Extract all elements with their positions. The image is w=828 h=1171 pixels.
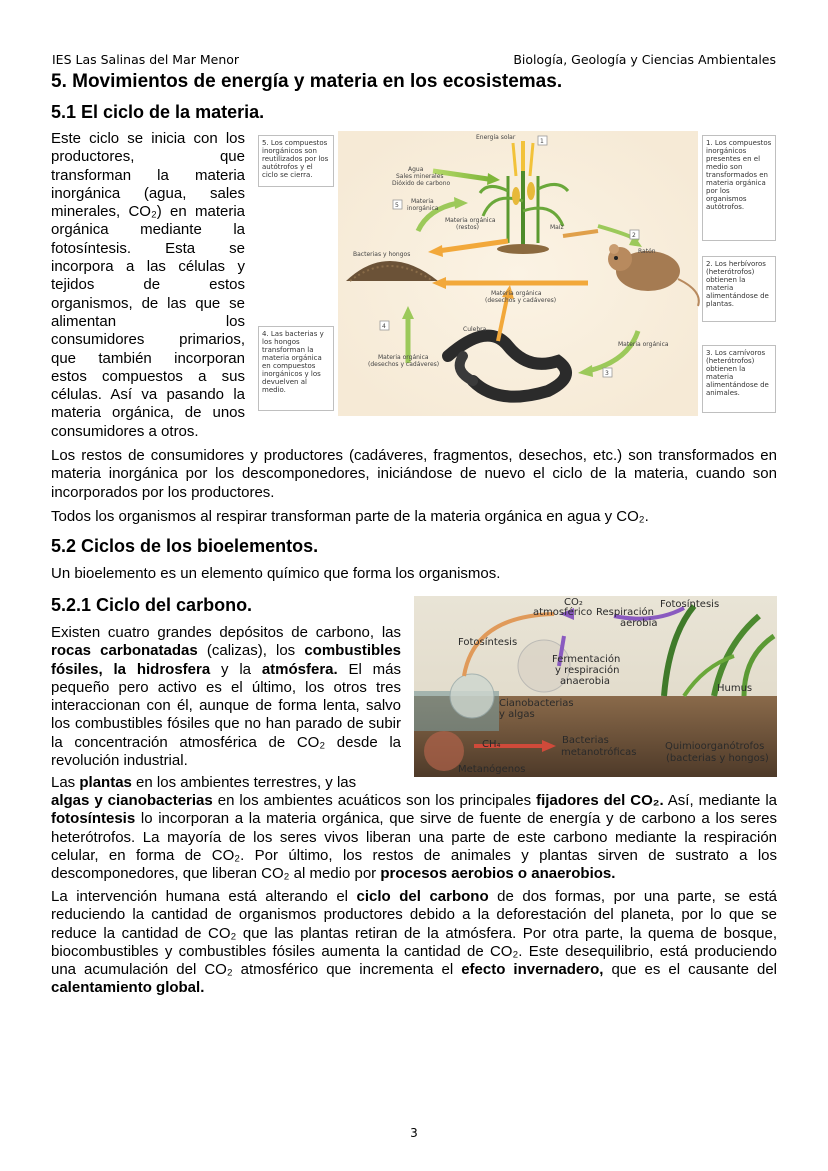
intro-line: estos compuestos a sus: [51, 367, 245, 385]
step-number-2: 2: [632, 232, 636, 239]
section-51-intro: [51, 130, 245, 441]
carbon-p2-text-5: lo incorporan a la materia orgánica, que sirve de fuente de energía y de carbono a los seres heterótrofos. La mayoría de los seres vivos liberan una parte de este carbono mediante la respiración celular, en forma de CO₂. Por último, los restos de animales y plantas sirven de sustrato a los descomponedores, que liberan CO₂ al medio por: [51, 810, 777, 883]
intro-line: Este ciclo se inicia con los: [51, 130, 245, 147]
carbon-p2-text-3: en los ambientes acuáticos son los principales: [212, 792, 537, 809]
carbon-p2-bold-5: procesos aerobios o anaerobios.: [380, 865, 616, 883]
carbon-p2-bold-4: fotosíntesis: [51, 810, 136, 828]
carbon-p1-text-3: y la: [210, 660, 262, 678]
label-bacterias-hongos: Bacterias y hongos: [353, 251, 411, 258]
carbon-p1-text-2: (calizas), los: [197, 642, 305, 660]
label-desechos-1: Materia orgánica: [491, 290, 542, 297]
label-sales: Sales minerales: [396, 173, 444, 180]
carbon-label-ch4: CH₄: [482, 739, 501, 750]
carbon-label-bacterias: Bacterias: [562, 735, 609, 746]
carbon-para1: [51, 624, 401, 770]
carbon-label-y-algas: y algas: [499, 709, 535, 720]
carbon-label-cianobacterias: Cianobacterias: [499, 698, 574, 709]
caption-box-3: 3. Los carnívoros (heterótrofos) obtienen la materia alimentándose de animales.: [702, 345, 776, 413]
step-number-3: 3: [605, 370, 609, 377]
carbon-label-quimioorganotrofos: Quimioorganótrofos: [665, 741, 765, 752]
intro-line: inorgánica (agua, sales: [51, 184, 245, 202]
caption-box-4: 4. Las bacterias y los hongos transforman la materia orgánica en compuestos inorgánicos y los devuelven al medio.: [258, 326, 334, 411]
caption-box-5: 5. Los compuestos inorgánicos son reutilizados por los autótrofos y el ciclo se cierra.: [258, 135, 334, 187]
carbon-p2-bold-1: plantas: [79, 774, 132, 791]
intro-line: incorpora a las células y: [51, 258, 245, 276]
carbon-p1-bold-2: combustibles fósiles, la hidrosfera: [51, 642, 402, 678]
intro-line: organismos, de las que se: [51, 294, 245, 312]
label-dioxido: Dióxido de carbono: [392, 180, 451, 187]
page-number: 3: [410, 1126, 418, 1140]
label-mo-restos-2: (restos): [456, 224, 479, 231]
carbon-p1-bold-1: rocas carbonatadas: [51, 642, 198, 660]
step-number-1: 1: [540, 138, 544, 145]
section-51-para3: Todos los organismos al respirar transforman parte de la materia orgánica en agua y CO₂.: [51, 508, 649, 525]
carbon-para3: [51, 888, 777, 998]
intro-line: orgánica mediante la: [51, 221, 245, 239]
caption-box-2: 2. Los herbívoros (heterótrofos) obtienen la materia alimentándose de plantas.: [702, 256, 776, 322]
carbon-p2-bold-3: fijadores del CO₂.: [536, 792, 664, 809]
carbon-label-metanogenos: Metanógenos: [458, 764, 526, 775]
intro-line: transforman la materia: [51, 166, 245, 184]
caption-box-1: 1. Los compuestos inorgánicos presentes en el medio son transformados en materia orgánica por los organismos autótrofos.: [702, 135, 776, 241]
intro-line: fotosíntesis. Esta se: [51, 239, 245, 257]
label-maiz: Maíz: [550, 224, 564, 231]
label-raton: Ratón: [638, 248, 656, 255]
step-number-4: 4: [382, 323, 386, 330]
cyanobacteria-bubble: [450, 674, 494, 718]
carbon-p2-text-1: Las: [51, 774, 80, 791]
carbon-label-metanotroficas: metanotróficas: [561, 747, 637, 758]
intro-line: células. Así va pasando la: [51, 386, 245, 404]
carbon-p3-bold-2: efecto invernadero,: [461, 961, 604, 979]
carbon-p2-text-2: en los ambientes terrestres, y las: [131, 774, 357, 791]
carbon-p3-bold-1: ciclo del carbono: [356, 888, 489, 905]
header-left: IES Las Salinas del Mar Menor: [52, 52, 240, 67]
label-desechos2-2: (desechos y cadáveres): [368, 361, 440, 368]
header-right: Biología, Geología y Ciencias Ambientales: [513, 52, 776, 67]
label-desechos2-1: Materia orgánica: [378, 354, 429, 361]
carbon-label-atmosferico: atmosférico: [533, 607, 593, 618]
carbon-p1-text-1: Existen cuatro grandes depósitos de carbono, las: [51, 624, 401, 641]
intro-line: tejidos de estos: [51, 276, 245, 294]
carbon-label-respiracion: Respiración: [596, 607, 654, 618]
matter-cycle-figure: [258, 131, 778, 416]
label-materia-organica: Materia orgánica: [618, 341, 669, 348]
carbon-label-y-respiracion: y respiración: [555, 665, 620, 676]
carbon-para2-start: [51, 774, 401, 792]
carbon-p3-text-1: La intervención humana está alterando el: [51, 888, 357, 905]
carbon-cycle-figure: [414, 596, 777, 777]
label-agua: Agua: [408, 166, 424, 173]
carbon-p3-bold-3: calentamiento global.: [51, 979, 205, 997]
label-materia-inorganica-1: Materia: [411, 198, 434, 205]
carbon-para2: [51, 792, 777, 883]
intro-line: minerales, CO₂) en materia: [51, 203, 245, 221]
section-51-para2: Los restos de consumidores y productores (cadáveres, fragmentos, desechos, etc.) son transformados en materia inorgánica por los descomponedores, iniciándose de nuevo el ciclo de la materia, cuando son incorporados por los productores.: [51, 447, 777, 501]
carbon-label-fotosintesis-top: Fotosíntesis: [660, 599, 720, 610]
section-51-title: 5.1 El ciclo de la materia.: [51, 102, 265, 122]
section-52-text: Un bioelemento es un elemento químico que forma los organismos.: [51, 565, 501, 582]
intro-line: que también incorporan: [51, 349, 245, 367]
intro-line: consumidores a otros.: [51, 422, 199, 440]
label-materia-inorganica-2: inorgánica: [407, 205, 439, 212]
carbon-p2-bold-2: algas y cianobacterias: [51, 792, 213, 809]
carbon-label-humus: Humus: [717, 683, 753, 694]
section-5-title: 5. Movimientos de energía y materia en los ecosistemas.: [51, 71, 563, 92]
intro-line: alimentan los: [51, 312, 245, 330]
carbon-label-fermentacion: Fermentación: [552, 654, 621, 665]
carbon-p2-text-4: Así, mediante la: [663, 792, 777, 809]
label-mo-restos-1: Materia orgánica: [445, 217, 496, 224]
intro-line: materia orgánica, de unos: [51, 404, 245, 422]
carbon-label-bacterias-hongos: (bacterias y hongos): [666, 753, 769, 764]
label-culebra: Culebra: [463, 326, 487, 333]
section-521-title: 5.2.1 Ciclo del carbono.: [51, 595, 253, 615]
carbon-label-co2: CO₂: [564, 597, 583, 608]
carbon-p1-text-4: El más pequeño pero activo es el último, los otros tres interaccionan con él, aunque de forma lenta, salvo los combustibles fósiles que no han parado de subir la concentración atmosférica de CO₂ desde la revolución industrial.: [51, 660, 401, 770]
carbon-label-aerobia: aerobia: [620, 618, 658, 629]
carbon-label-fotosintesis-left: Fotosíntesis: [458, 637, 518, 648]
label-desechos-2: (desechos y cadáveres): [485, 297, 557, 304]
carbon-p1-bold-3: atmósfera.: [261, 660, 338, 678]
carbon-label-anaerobia: anaerobia: [560, 676, 611, 687]
intro-line: productores, que: [51, 148, 245, 166]
carbon-p3-text-2: de dos formas, por una parte, se está reduciendo la cantidad de organismos productores debido a la deforestación del planeta, por lo que se reduce la cantidad de CO₂ que las plantas retiran de la atmósfera. Por otra parte, la quema de bosque, biocombustibles y combustibles fósiles aumenta la cantidad de CO₂. Este desequilibrio, está produciendo una acumulación del CO₂ atmosférico que incrementa el: [51, 888, 777, 979]
step-number-5: 5: [395, 202, 399, 209]
intro-line: consumidores primarios,: [51, 331, 245, 349]
label-energia-solar: Energía solar: [476, 134, 516, 141]
section-52-title: 5.2 Ciclos de los bioelementos.: [51, 536, 319, 556]
carbon-p3-text-3: que es el causante del: [603, 961, 777, 979]
